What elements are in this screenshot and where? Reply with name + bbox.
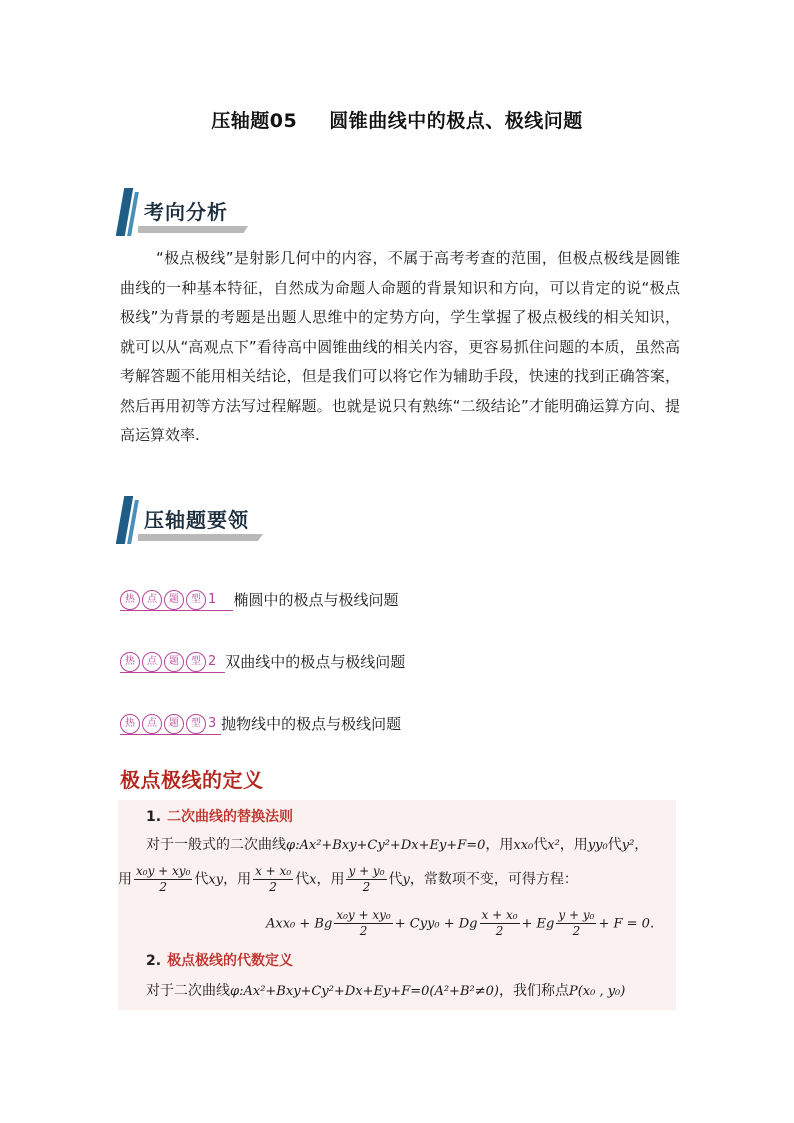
hot-topic-number: 1 [208, 592, 217, 607]
numerator: x + x₀ [481, 908, 518, 922]
hot-char: 热 [120, 590, 140, 610]
title-prefix: 压轴题05 [211, 110, 298, 132]
text: 代 [533, 837, 548, 853]
text: 对于二次曲线 [146, 983, 230, 999]
hot-topic-number: 2 [208, 654, 217, 669]
denominator: 2 [362, 880, 371, 894]
hot-char: 题 [164, 590, 184, 610]
analysis-badge-label: 考向分析 [144, 200, 228, 224]
text: ，用 [559, 837, 588, 853]
denominator: 2 [359, 924, 368, 938]
text: 代 [388, 871, 403, 888]
hot-topic-2[interactable] [120, 651, 405, 673]
hot-char: 热 [120, 652, 140, 672]
hot-char: 型 [186, 714, 206, 734]
hot-char: 题 [164, 652, 184, 672]
fraction-x [480, 908, 520, 939]
section-title: 极点极线的定义 [120, 768, 264, 792]
hot-topic-3[interactable] [120, 713, 401, 735]
fraction-y [556, 908, 596, 939]
math-term: y² [621, 838, 635, 853]
badge-shadow [138, 534, 263, 541]
rule1-title: 二次曲线的替换法则 [167, 809, 294, 825]
text: ，用 [223, 871, 252, 888]
intro-text: “极点极线”是射影几何中的内容，不属于高考考查的范围，但极点极线是圆锥曲线的一种基本特征，自然成为命题人命题的背景知识和方向，可以肯定的说“极点极线”为背景的考题是出题人思维中的定势方向，学生掌握了极点极线的相关知识，就可以从“高观点下”看待高中圆锥曲线的相关内容，更容易抓住问题的本质，虽然高考解答题不能用相关结论，但是我们可以将它作为辅助手段，快速的找到正确答案，然后再用初等方法写过程解题。也就是说只有熟练“二级结论”才能明确运算方向、提高运算效率. [120, 249, 680, 444]
eq-part: + E [521, 916, 547, 932]
math-term: xx₀ [513, 838, 534, 853]
fraction-y [346, 864, 386, 895]
numerator: x + x₀ [255, 864, 292, 878]
key-points-badge-label: 压轴题要领 [144, 508, 249, 532]
fraction-x [253, 864, 293, 895]
hot-badge [120, 590, 233, 611]
intro-paragraph [120, 244, 680, 451]
math-term: xy [208, 872, 224, 888]
text: 代 [607, 837, 622, 853]
hot-char: 点 [142, 590, 162, 610]
rule2-line1 [146, 980, 625, 1000]
curve-equation: φ:Ax²+Bxy+Cy²+Dx+Ey+F=0(A²+B²≠0) [230, 984, 499, 999]
key-points-badge [120, 496, 270, 546]
numerator: y + y₀ [348, 864, 385, 878]
hot-char: 型 [186, 652, 206, 672]
numerator: x₀y + xy₀ [336, 908, 391, 922]
hot-char: 点 [142, 652, 162, 672]
rule1-line2 [118, 864, 578, 895]
math-term: y [402, 872, 410, 888]
numerator: x₀y + xy₀ [136, 864, 191, 878]
hot-topic-1[interactable] [120, 589, 398, 611]
page-title [0, 106, 794, 133]
numerator: y + y₀ [558, 908, 595, 922]
fraction-xy [334, 908, 392, 939]
math-term: x² [547, 838, 560, 853]
text: 对于一般式的二次曲线 [146, 837, 286, 853]
hot-topic-number: 3 [208, 716, 217, 731]
fraction-xy [134, 864, 192, 895]
hot-badge [120, 652, 225, 673]
denominator: 2 [572, 924, 581, 938]
hot-badge [120, 714, 221, 735]
math-term: x [309, 872, 317, 888]
denominator: 2 [269, 880, 277, 894]
text: 代 [295, 871, 310, 888]
text: ，用 [485, 837, 514, 853]
hot-char: 点 [142, 714, 162, 734]
rule1-line1 [146, 834, 648, 854]
text: ，常数项不变，可得方程： [409, 871, 578, 888]
hot-char: 型 [186, 590, 206, 610]
definition-box [118, 800, 676, 1010]
eq-part: Axx₀ + B [266, 916, 324, 932]
eq-dot: g [469, 916, 478, 932]
text: ， [634, 837, 649, 853]
rule2-number: 2. [146, 953, 162, 969]
hot-char: 题 [164, 714, 184, 734]
eq-dot: g [546, 916, 555, 932]
eq-part: + F = 0 [598, 916, 650, 932]
hot-topic-text: 椭圆中的极点与极线问题 [233, 591, 399, 609]
hot-char: 热 [120, 714, 140, 734]
text: ，我们称点 [498, 983, 569, 999]
analysis-badge [120, 188, 270, 238]
badge-shadow [138, 226, 248, 233]
eq-end: . [649, 915, 655, 932]
rule1-equation [266, 908, 654, 939]
hot-topic-text: 双曲线中的极点与极线问题 [225, 653, 406, 671]
hot-topic-text: 抛物线中的极点与极线问题 [221, 715, 402, 733]
rule1-number: 1. [146, 809, 162, 825]
curve-equation: φ:Ax²+Bxy+Cy²+Dx+Ey+F=0 [286, 838, 486, 853]
eq-part: + Cyy₀ + D [394, 916, 470, 932]
rule1-heading [146, 806, 293, 826]
denominator: 2 [159, 880, 168, 894]
rule2-title: 极点极线的代数定义 [167, 953, 294, 969]
text: 用 [118, 871, 132, 888]
denominator: 2 [495, 924, 504, 938]
text: 代 [194, 871, 209, 888]
rule2-heading [146, 950, 293, 970]
math-term: yy₀ [587, 838, 608, 853]
title-main: 圆锥曲线中的极点、极线问题 [329, 110, 583, 132]
eq-dot: g [323, 916, 333, 932]
text: ，用 [316, 871, 345, 888]
point-p: P(x₀ , y₀) [568, 984, 626, 999]
